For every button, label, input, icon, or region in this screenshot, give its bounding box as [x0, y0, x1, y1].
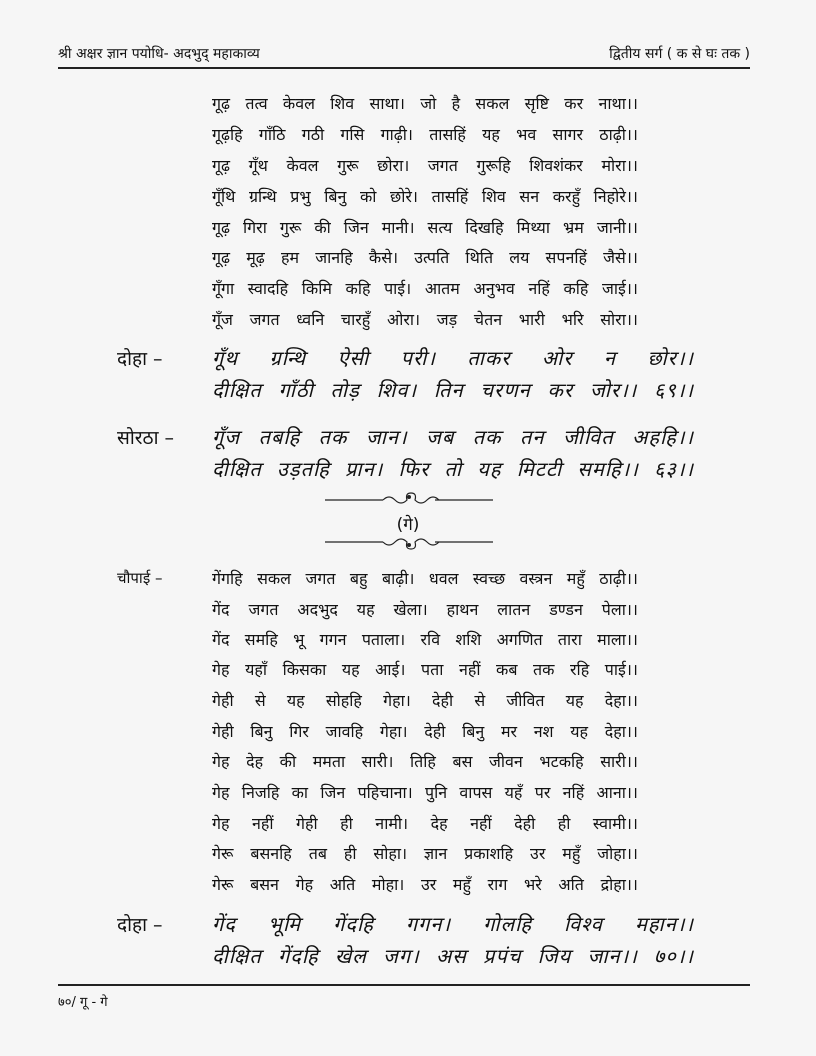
verse-line: गेह नहीं गेही ही नामी। देह नहीं देही ही स्वामी।। — [212, 814, 638, 833]
verse-line: गेंद समहि भू गगन पताला। रवि शशि अगणित तारा माला।। — [212, 630, 638, 649]
page-footer: ७०/ गू - गे — [58, 995, 108, 1010]
header-chapter-title: द्वितीय सर्ग ( क से घः तक ) — [609, 46, 750, 62]
doha-label: दोहा – — [117, 348, 163, 370]
verse-line: गूढ़ गूँथ केवल गुरू छोरा। जगत गुरूहि शिवशंकर मोरा।। — [212, 156, 638, 175]
sortha-line: दीक्षित उड़तहि प्रान। फिर तो यह मिटटी समहि।। ६३।। — [212, 457, 694, 481]
doha-line: दीक्षित गेंदहि खेल जग। अस प्रपंच जिय जान।। ७०।। — [212, 944, 694, 968]
sortha-line: गूँज तबहि तक जान। जब तक तन जीवित अहहि।। — [212, 425, 694, 449]
verse-line: गूढ़ तत्व केवल शिव साथा। जो है सकल सृष्टि कर नाथा।। — [212, 94, 638, 113]
doha-line: गेंद भूमि गेंदहि गगन। गोलहि विश्व महान।। — [212, 912, 694, 936]
verse-line: गेही से यह सोहहि गेहा। देही से जीवित यह देहा।। — [212, 691, 638, 710]
header-book-title: श्री अक्षर ज्ञान पयोधि- अदभुद् महाकाव्य — [58, 46, 260, 62]
ornament-divider-top — [325, 492, 493, 506]
verse-line: गेही बिनु गिर जावहि गेहा। देही बिनु मर नश यह देहा।। — [212, 722, 638, 741]
verse-line: गेंगहि सकल जगत बहु बाढ़ी। धवल स्वच्छ वस्त्रन महुँ ठाढ़ी।। — [212, 569, 638, 588]
doha-line: गूँथ ग्रन्थि ऐसी परी। ताकर ओर न छोर।। — [212, 346, 694, 370]
verse-line: गूढ़ मूढ़ हम जानहि कैसे। उत्पति थिति लय सपनहिं जैसे।। — [212, 248, 638, 267]
section-title: (गे) — [396, 515, 420, 535]
verse-line: गेंद जगत अदभुद यह खेला। हाथन लातन डण्डन पेला।। — [212, 600, 638, 619]
verse-line: गूँथि ग्रन्थि प्रभु बिनु को छोरे। तासहिं शिव सन करहुँ निहोरे।। — [212, 187, 638, 206]
sortha-label: सोरठा – — [117, 427, 175, 449]
verse-line: गूढ़ गिरा गुरू की जिन मानी। सत्य दिखहि मिथ्या भ्रम जानी।। — [212, 218, 638, 237]
verse-line: गेह देह की ममता सारी। तिहि बस जीवन भटकहि सारी।। — [212, 752, 638, 771]
verse-line: गेह निजहि का जिन पहिचाना। पुनि वापस यहँ पर नहिं आना।। — [212, 783, 638, 802]
chaupai-label: चौपाई – — [117, 569, 163, 587]
doha-label: दोहा – — [117, 914, 163, 936]
verse-line: गेरू बसनहि तब ही सोहा। ज्ञान प्रकाशहि उर महुँ जोहा।। — [212, 844, 638, 863]
footer-rule — [58, 984, 750, 986]
ornament-divider-bottom — [325, 536, 493, 550]
verse-line: गेह यहाँ किसका यह आई। पता नहीं कब तक रहि पाई।। — [212, 660, 638, 679]
verse-line: गूँज जगत ध्वनि चारहुँ ओरा। जड़ चेतन भारी भरि सोरा।। — [212, 310, 638, 329]
doha-line: दीक्षित गाँठी तोड़ शिव। तिन चरणन कर जोर।। ६९।। — [212, 378, 694, 402]
verse-line: गूढ़हि गाँठि गठी गसि गाढ़ी। तासहिं यह भव सागर ठाढ़ी।। — [212, 125, 638, 144]
verse-line: गूँगा स्वादहि किमि कहि पाई। आतम अनुभव नहिं कहि जाई।। — [212, 279, 638, 298]
header-rule — [58, 67, 750, 69]
verse-line: गेरू बसन गेह अति मोहा। उर महुँ राग भरे अति द्रोहा।। — [212, 875, 638, 894]
